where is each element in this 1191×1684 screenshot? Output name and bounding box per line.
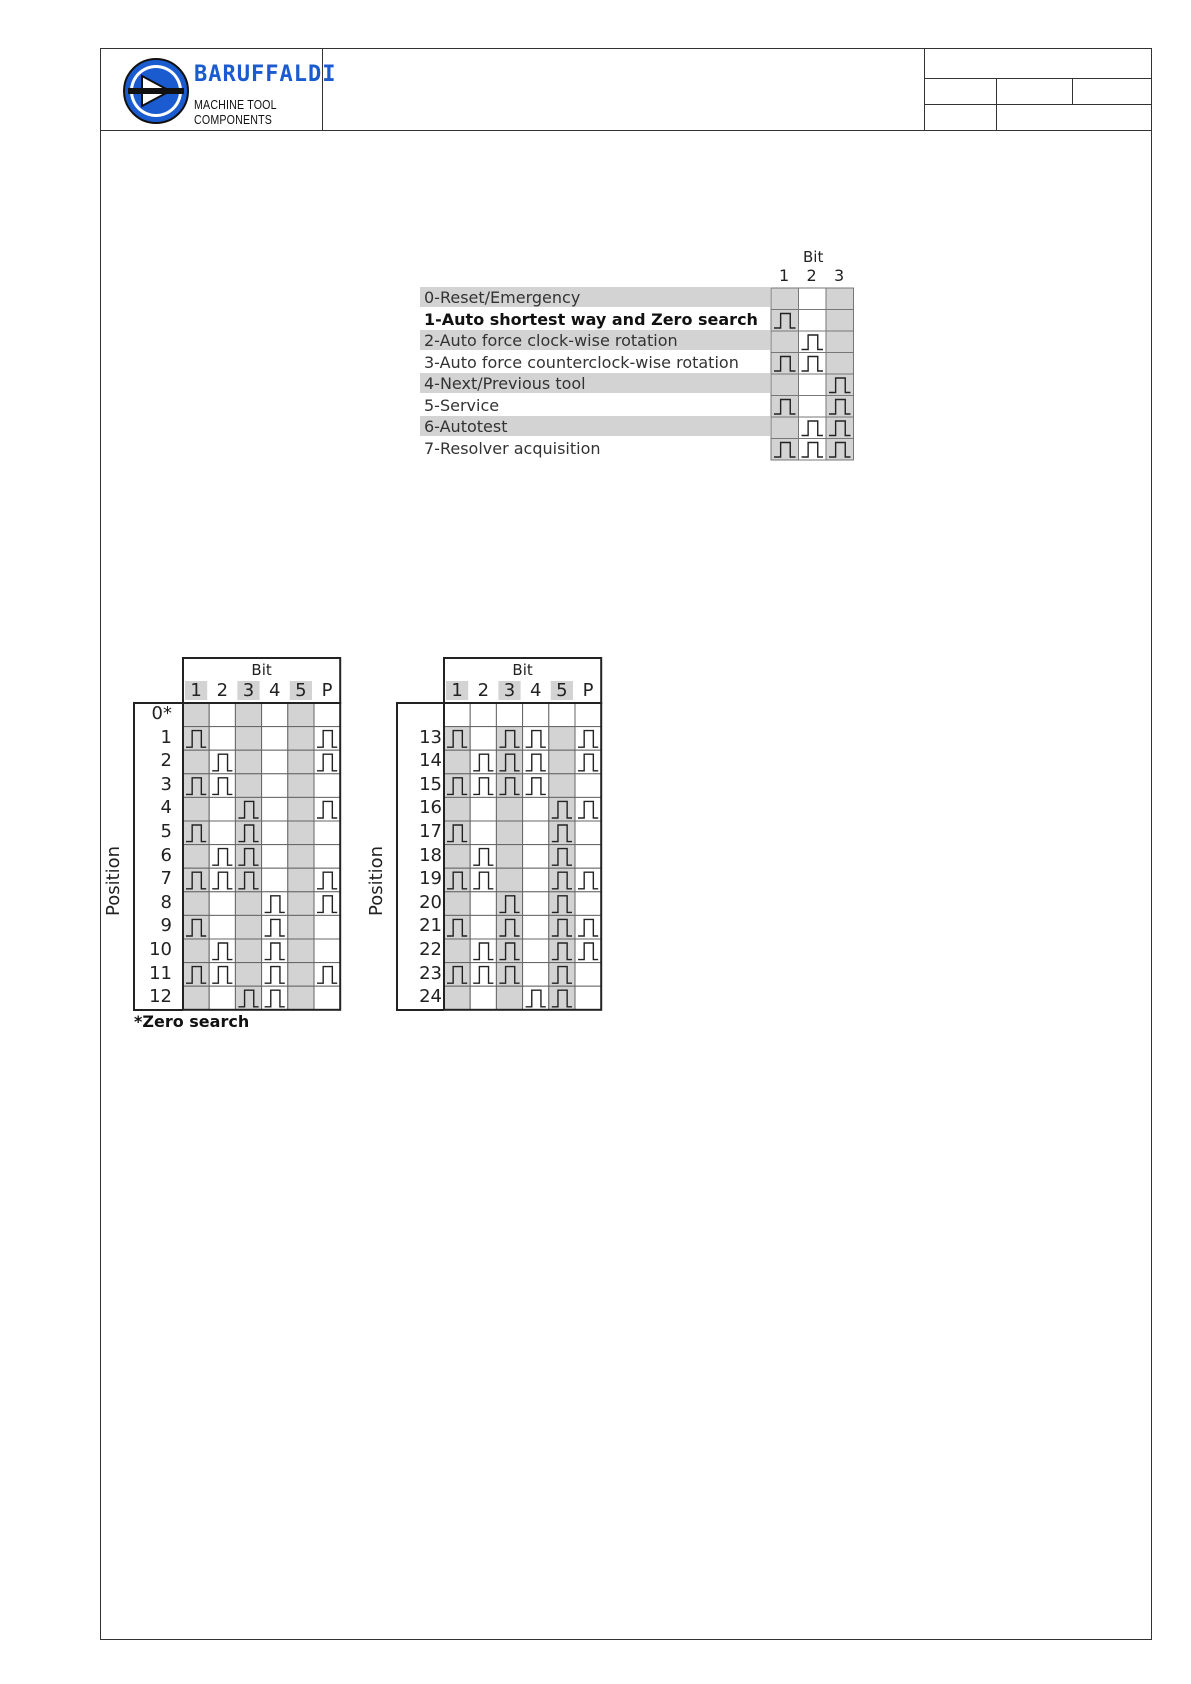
command-bit-cell xyxy=(799,310,827,332)
pos2-bit-cell xyxy=(523,845,549,869)
pos1-bit-cell xyxy=(288,963,314,987)
pos1-bit-cell xyxy=(209,727,235,751)
pos1-position-number: 4 xyxy=(160,797,172,819)
pos1-position-number: 3 xyxy=(160,773,172,795)
pos2-bit-cell xyxy=(523,892,549,916)
command-bit-cell xyxy=(799,396,827,418)
pos2-bit-cell xyxy=(496,797,522,821)
pos2-bit-cell xyxy=(470,727,496,751)
command-bit-cell xyxy=(826,331,854,353)
header-right-divider-2 xyxy=(996,78,997,130)
pos2-bit-cell xyxy=(470,986,496,1010)
pos2-bit-cell xyxy=(470,821,496,845)
pos1-bit-cell xyxy=(288,939,314,963)
pos2-bit-label: 4 xyxy=(529,680,542,701)
header-logo-divider xyxy=(322,48,323,130)
pos2-bit-label: P xyxy=(582,680,594,701)
logo-company-name: BARUFFALDI xyxy=(194,62,337,87)
pos1-bit-cell xyxy=(183,750,209,774)
pos1-bit-cell xyxy=(288,868,314,892)
pos2-position-number: 16 xyxy=(419,797,442,819)
pos2-bit-cell xyxy=(496,986,522,1010)
pos1-bit-cell xyxy=(314,986,340,1010)
command-label: 4-Next/Previous tool xyxy=(420,373,770,393)
pos1-bit-label: 4 xyxy=(268,680,281,701)
pos2-blank-cell xyxy=(575,703,601,727)
pos1-bit-cell xyxy=(314,821,340,845)
pos2-blank-cell xyxy=(549,703,575,727)
pos1-bit-cell xyxy=(235,963,261,987)
pos1-bit-cell xyxy=(288,797,314,821)
command-label: 1-Auto shortest way and Zero search xyxy=(424,309,758,329)
pos2-position-number: 15 xyxy=(419,773,442,795)
pos1-bit-label: P xyxy=(321,680,333,701)
pos2-bit-cell xyxy=(523,915,549,939)
pos2-bit-cell xyxy=(523,963,549,987)
pos1-bit-cell xyxy=(262,797,288,821)
pos1-bit-cell xyxy=(288,703,314,727)
pos2-position-number: 20 xyxy=(419,891,442,913)
pos2-bit-cell xyxy=(444,797,470,821)
command-label: 6-Autotest xyxy=(420,416,770,436)
pos1-position-number: 11 xyxy=(149,962,172,984)
pos1-bit-cell xyxy=(262,703,288,727)
command-label: 7-Resolver acquisition xyxy=(424,438,601,458)
pos1-position-number: 6 xyxy=(160,844,172,866)
zero-search-note: *Zero search xyxy=(134,1012,250,1031)
pos1-bit-cell xyxy=(262,774,288,798)
pos1-bit-cell xyxy=(209,892,235,916)
pos2-position-number: 24 xyxy=(419,986,442,1008)
pos2-axis-label: Position xyxy=(366,846,387,917)
command-label: 2-Auto force clock-wise rotation xyxy=(420,330,770,350)
command-bit-cell xyxy=(771,331,799,353)
pos1-position-number: 9 xyxy=(160,915,172,937)
company-logo xyxy=(122,56,337,127)
pos1-bit-cell xyxy=(235,939,261,963)
pos1-bit-cell xyxy=(183,845,209,869)
pos1-bit-cell xyxy=(288,892,314,916)
pos1-position-number: 7 xyxy=(160,868,172,890)
header-right-rule-1 xyxy=(924,78,1152,79)
command-bit-cell xyxy=(799,374,827,396)
command-bit-cell xyxy=(826,353,854,375)
pos1-bit-cell xyxy=(183,986,209,1010)
pos2-bit-label: 1 xyxy=(451,680,463,701)
pos1-bit-cell xyxy=(314,939,340,963)
logo-tagline: MACHINE TOOL COMPONENTS xyxy=(194,97,277,127)
pos1-bit-cell xyxy=(314,845,340,869)
pos1-bit-cell xyxy=(209,797,235,821)
pos1-position-number: 0* xyxy=(151,703,172,724)
pos2-bit-cell xyxy=(575,986,601,1010)
pos1-bit-label: 2 xyxy=(216,680,229,701)
pos1-bit-cell xyxy=(288,727,314,751)
pos2-bit-cell xyxy=(549,750,575,774)
pos2-bit-label: 2 xyxy=(477,680,490,701)
command-bit-grid xyxy=(770,287,855,461)
pos1-bit-cell xyxy=(235,750,261,774)
command-bit-label: 2 xyxy=(806,266,817,285)
pos2-blank-cell xyxy=(523,703,549,727)
pos1-position-number: 5 xyxy=(160,821,172,842)
pos2-bit-cell xyxy=(470,915,496,939)
pos2-bit-cell xyxy=(444,750,470,774)
pos2-position-number: 21 xyxy=(419,915,442,937)
pos2-bit-cell xyxy=(523,939,549,963)
pos2-position-number: 19 xyxy=(419,868,442,890)
pos1-bit-cell xyxy=(183,939,209,963)
pos1-bit-cell xyxy=(183,892,209,916)
pos2-bit-cell xyxy=(575,892,601,916)
pos2-bit-header: Bit xyxy=(512,661,533,679)
pos1-bit-cell xyxy=(235,774,261,798)
pos1-bit-cell xyxy=(288,915,314,939)
pos1-bit-cell xyxy=(209,821,235,845)
pos1-bit-cell xyxy=(262,750,288,774)
pos1-bit-label: 1 xyxy=(190,680,202,701)
pos1-bit-cell xyxy=(235,892,261,916)
pos1-bit-cell xyxy=(183,703,209,727)
pos1-position-number: 1 xyxy=(160,726,172,748)
command-bit-cell xyxy=(771,374,799,396)
command-label: 0-Reset/Emergency xyxy=(420,287,770,307)
header-right-divider xyxy=(924,48,925,130)
pos2-bit-cell xyxy=(575,845,601,869)
pos1-bit-cell xyxy=(235,703,261,727)
pos2-blank-cell xyxy=(444,703,470,727)
pos1-position-number: 8 xyxy=(160,891,172,913)
command-bit-cell xyxy=(771,288,799,310)
pos2-position-number: 18 xyxy=(419,844,442,866)
command-bit-label: 1 xyxy=(779,266,790,285)
command-bit-cell xyxy=(799,288,827,310)
pos2-bit-label: 5 xyxy=(556,680,568,701)
pos2-position-number: 17 xyxy=(419,821,442,842)
pos2-bit-cell xyxy=(444,892,470,916)
pos1-bit-cell xyxy=(314,703,340,727)
pos2-bit-cell xyxy=(575,774,601,798)
pos2-blank-cell xyxy=(496,703,522,727)
pos2-bit-cell xyxy=(444,845,470,869)
pos1-bit-label: 3 xyxy=(242,680,255,701)
pos2-position-number: 23 xyxy=(419,962,442,984)
pos2-bit-cell xyxy=(523,797,549,821)
pos1-bit-cell xyxy=(288,774,314,798)
pos2-blank-cell xyxy=(470,703,496,727)
command-label: 5-Service xyxy=(424,395,500,415)
pos2-position-number: 22 xyxy=(419,939,442,960)
pos1-axis-label: Position xyxy=(103,846,124,917)
pos1-bit-cell xyxy=(288,821,314,845)
pos2-bit-cell xyxy=(470,797,496,821)
pos2-position-number: 13 xyxy=(419,726,442,748)
pos2-bit-cell xyxy=(444,986,470,1010)
command-bit-cell xyxy=(771,417,799,439)
pos1-bit-cell xyxy=(262,821,288,845)
pos1-bit-cell xyxy=(262,868,288,892)
command-bit-cell xyxy=(826,288,854,310)
pos2-bit-grid xyxy=(443,657,604,1013)
pos2-bit-cell xyxy=(444,939,470,963)
pos1-bit-cell xyxy=(235,727,261,751)
pos1-bit-grid xyxy=(182,657,343,1013)
pos2-bit-cell xyxy=(496,821,522,845)
pos2-bit-cell xyxy=(496,845,522,869)
header-bottom-rule xyxy=(100,130,1152,131)
pos1-bit-cell xyxy=(314,915,340,939)
pos2-bit-label: 3 xyxy=(503,680,516,701)
command-bit-label: 3 xyxy=(834,266,845,285)
logo-emblem-icon xyxy=(122,56,190,126)
pos2-bit-cell xyxy=(470,892,496,916)
pos1-bit-cell xyxy=(314,774,340,798)
pos2-bit-cell xyxy=(575,821,601,845)
pos2-position-number: 14 xyxy=(419,750,442,772)
header-right-rule-2 xyxy=(924,104,1152,105)
pos1-position-number: 2 xyxy=(160,750,172,772)
pos1-bit-cell xyxy=(262,845,288,869)
pos1-position-number: 10 xyxy=(149,939,172,960)
pos2-bit-cell xyxy=(549,774,575,798)
pos1-bit-cell xyxy=(235,915,261,939)
command-label: 3-Auto force counterclock-wise rotation xyxy=(424,352,739,372)
pos1-bit-cell xyxy=(183,797,209,821)
header-right-divider-3 xyxy=(1072,78,1073,104)
pos1-bit-cell xyxy=(209,703,235,727)
pos2-bit-cell xyxy=(549,727,575,751)
pos1-position-number: 12 xyxy=(149,986,172,1008)
pos1-bit-cell xyxy=(288,845,314,869)
pos1-bit-cell xyxy=(288,750,314,774)
command-bit-header: Bit xyxy=(803,248,824,266)
pos2-bit-cell xyxy=(575,963,601,987)
pos1-bit-header: Bit xyxy=(251,661,272,679)
command-bit-cell xyxy=(826,310,854,332)
pos1-bit-cell xyxy=(262,727,288,751)
pos1-bit-label: 5 xyxy=(295,680,307,701)
pos2-bit-cell xyxy=(523,868,549,892)
pos2-bit-cell xyxy=(496,868,522,892)
pos1-bit-cell xyxy=(209,986,235,1010)
pos1-bit-cell xyxy=(288,986,314,1010)
pos2-bit-cell xyxy=(523,821,549,845)
pos1-bit-cell xyxy=(209,915,235,939)
